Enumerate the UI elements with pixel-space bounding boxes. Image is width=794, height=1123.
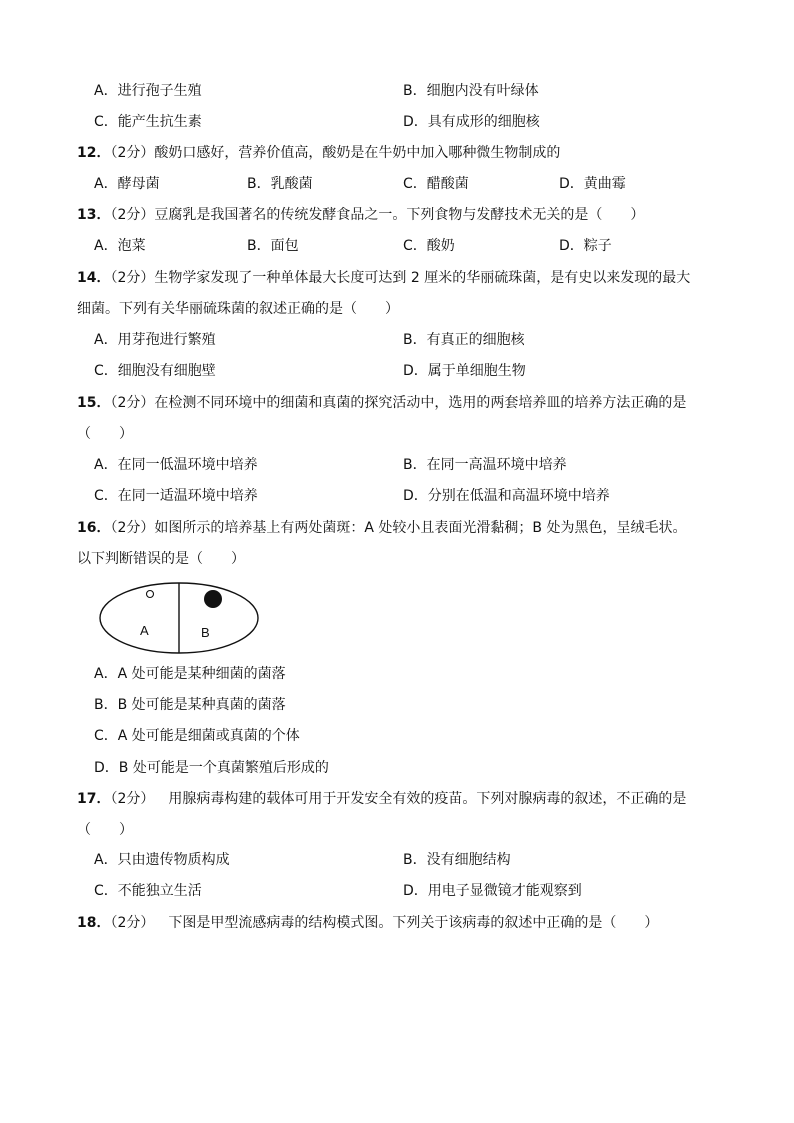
q14-option-c: C．细胞没有细胞壁 — [94, 363, 216, 379]
q15-text-line1: 在检测不同环境中的细菌和真菌的探究活动中，选用的两套培养皿的培养方法正确的是 — [154, 395, 687, 411]
q12-score: （2分） — [110, 145, 155, 161]
q17-score: （2分） — [110, 791, 155, 807]
figure-label-a: A — [140, 623, 149, 638]
q14-score: （2分） — [110, 270, 155, 286]
q14-text-line2: 细菌。下列有关华丽硫珠菌的叙述正确的是（ ） — [77, 301, 399, 317]
q12-number: 12． — [77, 145, 111, 161]
q18-stem — [77, 913, 658, 933]
q14-stem — [77, 268, 690, 288]
q11-option-c: C．能产生抗生素 — [94, 114, 202, 130]
q13-option-d: D．粽子 — [559, 238, 612, 254]
q18-number: 18． — [77, 915, 111, 931]
q17-text-line2: （ ） — [77, 822, 133, 838]
colony-b-black-spot — [204, 590, 222, 608]
q12-option-d: D．黄曲霉 — [559, 176, 626, 192]
q12-option-a: A．酵母菌 — [94, 176, 160, 192]
q14-option-d: D．属于单细胞生物 — [403, 363, 526, 379]
q13-option-a: A．泡菜 — [94, 238, 146, 254]
q13-text: 豆腐乳是我国著名的传统发酵食品之一。下列食物与发酵技术无关的是（ ） — [154, 207, 645, 223]
q14-number: 14． — [77, 270, 111, 286]
q15-option-c: C．在同一适温环境中培养 — [94, 488, 258, 504]
q13-option-c: C．酸奶 — [403, 238, 455, 254]
figure-label-b: B — [201, 625, 210, 640]
q15-text-line2: （ ） — [77, 426, 133, 442]
q17-stem — [77, 789, 686, 809]
q16-option-b: B．B 处可能是某种真菌的菌落 — [94, 697, 286, 713]
q15-option-b: B．在同一高温环境中培养 — [403, 457, 567, 473]
q16-stem — [77, 518, 687, 538]
q12-option-c: C．醋酸菌 — [403, 176, 469, 192]
q11-option-d: D．具有成形的细胞核 — [403, 114, 540, 130]
q17-option-c: C．不能独立生活 — [94, 883, 202, 899]
q18-score: （2分） — [110, 915, 155, 931]
q13-score: （2分） — [110, 207, 155, 223]
q16-text-line2: 以下判断错误的是（ ） — [77, 551, 245, 567]
q16-number: 16． — [77, 520, 111, 536]
q14-option-a: A．用芽孢进行繁殖 — [94, 332, 216, 348]
q12-text: 酸奶口感好，营养价值高，酸奶是在牛奶中加入哪种微生物制成的 — [154, 145, 561, 161]
q17-number: 17． — [77, 791, 111, 807]
q15-number: 15． — [77, 395, 111, 411]
q14-option-b: B．有真正的细胞核 — [403, 332, 525, 348]
q16-score: （2分） — [110, 520, 155, 536]
q17-text-line1: 用腺病毒构建的载体可用于开发安全有效的疫苗。下列对腺病毒的叙述，不正确的是 — [168, 791, 687, 807]
q11-option-a: A．进行孢子生殖 — [94, 83, 202, 99]
q16-option-d: D．B 处可能是一个真菌繁殖后形成的 — [94, 760, 329, 776]
q17-option-b: B．没有细胞结构 — [403, 852, 511, 868]
q18-text: 下图是甲型流感病毒的结构模式图。下列关于该病毒的叙述中正确的是（ ） — [168, 915, 659, 931]
q17-option-a: A．只由遗传物质构成 — [94, 852, 230, 868]
q17-option-d: D．用电子显微镜才能观察到 — [403, 883, 582, 899]
q15-stem — [77, 393, 686, 413]
q12-option-b: B．乳酸菌 — [247, 176, 313, 192]
petri-dish-figure — [98, 580, 260, 656]
q15-option-a: A．在同一低温环境中培养 — [94, 457, 258, 473]
q15-score: （2分） — [110, 395, 155, 411]
colony-a-small-spot — [147, 591, 154, 598]
q15-option-d: D．分别在低温和高温环境中培养 — [403, 488, 610, 504]
q13-option-b: B．面包 — [247, 238, 299, 254]
q12-stem — [77, 143, 560, 163]
q11-option-b: B．细胞内没有叶绿体 — [403, 83, 539, 99]
q16-option-a: A．A 处可能是某种细菌的菌落 — [94, 666, 286, 682]
q13-number: 13． — [77, 207, 111, 223]
q13-stem — [77, 205, 644, 225]
q14-text-line1: 生物学家发现了一种单体最大长度可达到 2 厘米的华丽硫珠菌，是有史以来发现的最大 — [154, 270, 691, 286]
q16-text-line1: 如图所示的培养基上有两处菌斑：A 处较小且表面光滑黏稠；B 处为黑色，呈绒毛状。 — [154, 520, 687, 536]
q16-option-c: C．A 处可能是细菌或真菌的个体 — [94, 728, 300, 744]
